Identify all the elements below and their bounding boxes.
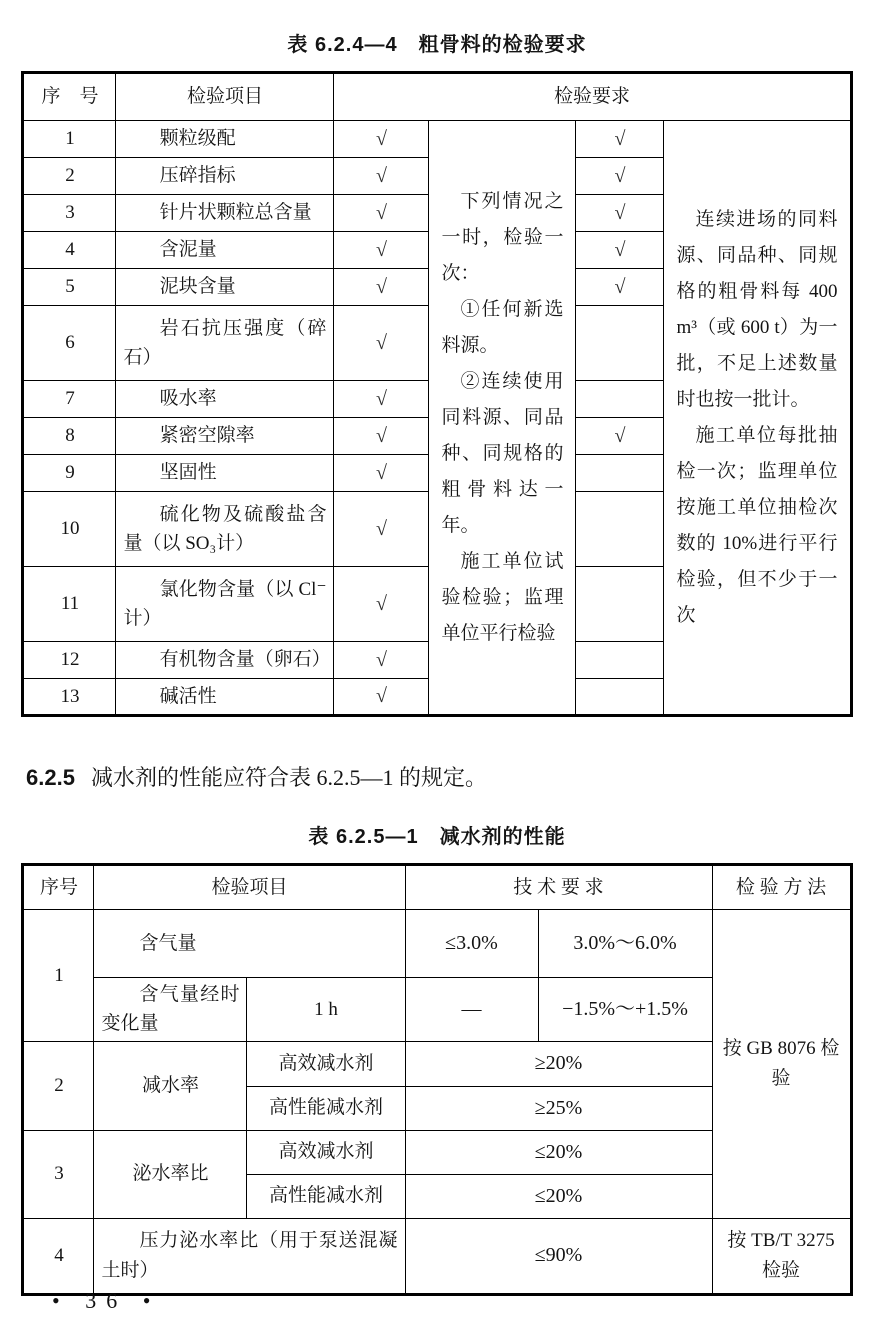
t1-item-cell: 泥块含量 [116,269,334,306]
t1-check2-cell [576,567,664,642]
t1-item-cell: 坚固性 [116,455,334,492]
t1-check1-cell: √ [334,418,429,455]
t1-check1-cell: √ [334,492,429,567]
batch-paragraph: 施工单位每批抽检一次；监理单位按施工单位抽检次数的 10%进行平行检验，但不少于一次 [676,424,838,626]
t1-check1-cell: √ [334,642,429,679]
t1-check2-cell [576,679,664,716]
t2-value-cell: 3.0%～6.0% [538,909,712,977]
t1-check1-cell: √ [334,679,429,716]
t1-item-cell: 针片状颗粒总含量 [116,195,334,232]
t1-check2-cell: √ [576,195,664,232]
t2-header-method: 检 验 方 法 [712,864,851,909]
t1-item-cell: 压碎指标 [116,158,334,195]
t1-check1-cell: √ [334,455,429,492]
t2-method-cell: 按 TB/T 3275 检验 [712,1218,851,1294]
t1-check1-cell: √ [334,121,429,158]
section-number: 6.2.5 [26,765,75,790]
table1-coarse-aggregate [21,71,852,717]
t1-header-item: 检验项目 [116,73,334,121]
t1-check2-cell: √ [576,158,664,195]
table2-water-reducer [21,863,852,1296]
t1-condition-cell [429,121,576,716]
t1-check2-cell [576,492,664,567]
t1-item-cell: 碱活性 [116,679,334,716]
t1-no-cell: 13 [23,679,116,716]
t1-check1-cell: √ [334,381,429,418]
t2-value-cell: ≤90% [405,1218,712,1294]
t2-item-cell: 减水率 [94,1041,247,1130]
condition-paragraph: 下列情况之一时，检验一次： [441,190,564,284]
t2-header-no: 序号 [23,864,94,909]
t1-no-cell: 3 [23,195,116,232]
t2-no-cell: 3 [23,1130,94,1218]
t2-no-cell: 2 [23,1041,94,1130]
t1-no-cell: 2 [23,158,116,195]
t1-item-cell: 岩石抗压强度（碎石） [116,306,334,381]
t1-no-cell: 5 [23,269,116,306]
t1-check2-cell: √ [576,269,664,306]
t1-header-requirement: 检验要求 [334,73,851,121]
t2-header-tech: 技 术 要 求 [405,864,712,909]
t1-batch-cell [664,121,851,716]
t2-header-item: 检验项目 [94,864,405,909]
t1-item-cell: 硫化物及硫酸盐含量（以 SO₃计） [116,492,334,567]
t1-check2-cell [576,306,664,381]
t1-check1-cell: √ [334,269,429,306]
t2-no-cell: 4 [23,1218,94,1294]
t1-check1-cell: √ [334,232,429,269]
t1-check2-cell: √ [576,121,664,158]
t1-check1-cell: √ [334,158,429,195]
t2-item-cell: 含气量 [94,909,405,977]
t1-check2-cell: √ [576,232,664,269]
t2-value-cell: ≤20% [405,1130,712,1174]
t1-header-no: 序 号 [23,73,116,121]
t1-no-cell: 11 [23,567,116,642]
table2-title: 表 6.2.5—1 减水剂的性能 [308,825,566,848]
t2-item-cell: 含气量经时变化量 [94,977,247,1041]
section-6-2-5 [26,763,850,794]
t1-check1-cell: √ [334,567,429,642]
condition-paragraph: 施工单位试验检验；监理单位平行检验 [441,550,564,644]
t2-value-cell: ≤3.0% [405,909,538,977]
t1-no-cell: 6 [23,306,116,381]
t1-no-cell: 10 [23,492,116,567]
t1-item-cell: 氯化物含量（以 Cl⁻计） [116,567,334,642]
t1-check1-cell: √ [334,195,429,232]
t1-check2-cell [576,642,664,679]
t2-value-cell: ≥25% [405,1086,712,1130]
t2-item-cell: 压力泌水率比（用于泵送混凝土时） [94,1218,405,1294]
t1-item-cell: 含泥量 [116,232,334,269]
t1-check1-cell: √ [334,306,429,381]
t1-no-cell: 4 [23,232,116,269]
t2-value-cell: ≥20% [405,1041,712,1086]
t1-item-cell: 有机物含量（卵石） [116,642,334,679]
t1-check2-cell [576,455,664,492]
t2-value-cell: — [405,977,538,1041]
t2-no-cell: 1 [23,909,94,1041]
t2-subitem-cell: 高性能减水剂 [247,1174,405,1218]
t1-no-cell: 9 [23,455,116,492]
condition-paragraph: ①任何新选料源。 [441,298,564,356]
t1-no-cell: 1 [23,121,116,158]
t1-check2-cell: √ [576,418,664,455]
t1-item-cell: 颗粒级配 [116,121,334,158]
batch-paragraph: 连续进场的同料源、同品种、同规格的粗骨料每 400 m³（或 600 t）为一批，不足上述数量时也按一批计。 [676,208,838,410]
t1-item-cell: 紧密空隙率 [116,418,334,455]
t2-value-cell: −1.5%～+1.5% [538,977,712,1041]
t1-check2-cell [576,381,664,418]
t2-subitem-cell: 高效减水剂 [247,1130,405,1174]
t1-item-cell: 吸水率 [116,381,334,418]
table1-title: 表 6.2.4—4 粗骨料的检验要求 [287,34,587,56]
t2-subitem-cell: 高效减水剂 [247,1041,405,1086]
t2-value-cell: ≤20% [405,1174,712,1218]
t1-no-cell: 8 [23,418,116,455]
t1-no-cell: 12 [23,642,116,679]
t1-no-cell: 7 [23,381,116,418]
section-text: 减水剂的性能应符合表 6.2.5—1 的规定。 [90,765,487,790]
t2-method-cell: 按 GB 8076 检验 [712,909,851,1218]
page-number: • 36 • [52,1288,161,1313]
condition-paragraph: ②连续使用同料源、同品种、同规格的粗骨料达一年。 [441,370,564,536]
t2-item-cell: 泌水率比 [94,1130,247,1218]
t2-subitem-cell: 1 h [247,977,405,1041]
t2-subitem-cell: 高性能减水剂 [247,1086,405,1130]
